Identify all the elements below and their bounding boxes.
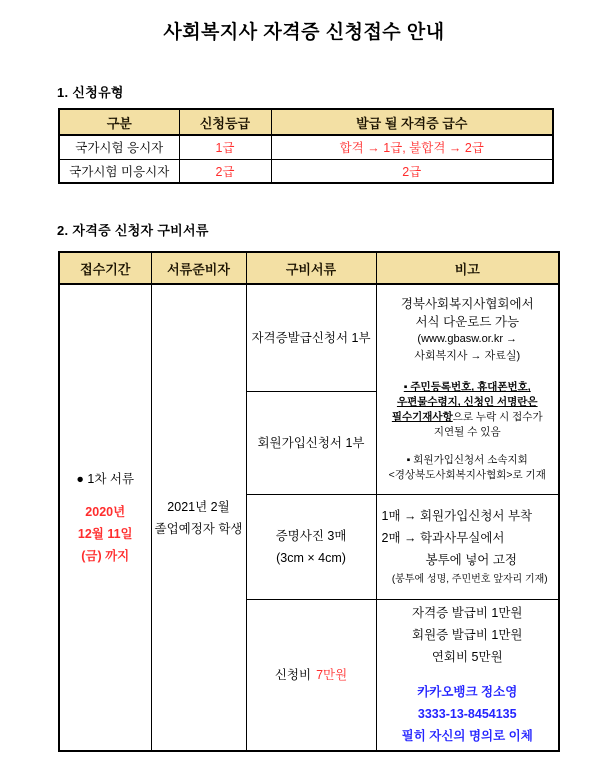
doc-photos — [246, 494, 376, 599]
download-url — [379, 331, 557, 365]
note-line: ▪ 주민등록번호, 휴대폰번호, — [403, 381, 531, 394]
page-title: 사회복지사 자격증 신청접수 안내 — [163, 22, 445, 43]
note-line — [379, 410, 557, 425]
note-line: <경상북도사회복지사협회>로 기재 — [388, 469, 546, 482]
t1-header-issued-grade: 발급 될 자격증 급수 — [271, 109, 553, 135]
doc-certificate-application: 자격증발급신청서 1부 — [246, 284, 376, 391]
note-line: 우편물수령지, 신청인 서명란은 — [396, 396, 538, 409]
download-line: 서식 다운로드 가능 — [415, 315, 520, 330]
bank-notice-line: 필히 자신의 명의로 이체 — [401, 729, 533, 744]
required-fields-note — [379, 380, 557, 440]
photo-size-line: (3cm × 4cm) — [276, 550, 346, 565]
section1-heading: 1. 신청유형 — [57, 85, 124, 100]
doc-application-fee — [246, 599, 376, 751]
remark-download-cell — [376, 284, 559, 494]
download-info — [379, 295, 557, 331]
photo-count-line: 증명사진 3매 — [275, 528, 347, 543]
table-header-row — [59, 109, 553, 135]
required-documents-table — [58, 251, 560, 752]
t1-header-category: 구분 — [59, 109, 179, 135]
doc-membership-application: 회원가입신청서 1부 — [246, 391, 376, 494]
note-line: ▪ 회원가입신청서 소속지회 — [406, 454, 528, 467]
t2-header-preparer: 서류준비자 — [151, 252, 246, 284]
download-line: 경북사회복지사협회에서 — [400, 297, 534, 312]
note-rest-part: 으로 누락 시 접수가 — [452, 411, 543, 424]
t1-header-grade: 신청등급 — [179, 109, 271, 135]
deadline-line: (금) 까지 — [81, 548, 130, 563]
t2-header-period: 접수기간 — [59, 252, 151, 284]
fee-detail-line: 연회비 5만원 — [431, 650, 503, 665]
table-header-row — [59, 252, 559, 284]
t2-header-remarks: 비고 — [376, 252, 559, 284]
preparer-line: 2021년 2월 — [167, 499, 230, 514]
remark-fee-cell — [376, 599, 559, 751]
bank-transfer-info — [377, 681, 559, 747]
reception-period-cell — [59, 284, 151, 751]
fee-detail-line: 회원증 발급비 1만원 — [412, 628, 523, 643]
deadline-text — [60, 501, 151, 567]
t2-header-documents: 구비서류 — [246, 252, 376, 284]
table-row — [59, 159, 553, 183]
fee-label: 신청비 — [274, 667, 312, 682]
document-preparer-cell — [151, 284, 246, 751]
table-row — [59, 135, 553, 159]
first-round-docs-label: ● 1차 서류 — [76, 471, 135, 486]
note-line: 지연될 수 있음 — [433, 426, 501, 439]
fee-detail-line: 자격증 발급비 1만원 — [412, 606, 523, 621]
photo-remark-small-note: (봉투에 성명, 주민번호 앞자리 기재) — [391, 574, 548, 585]
bank-account-line: 3333-13-8454135 — [417, 707, 517, 722]
branch-note — [379, 453, 557, 483]
table-row — [59, 284, 559, 391]
bank-name-line: 카카오뱅크 정소영 — [417, 685, 518, 700]
t1-row2-issued: 2급 — [271, 159, 553, 183]
preparer-line: 졸업예정자 학생 — [154, 521, 243, 536]
url-line: (www.gbasw.or.kr → — [417, 333, 518, 346]
t1-row2-category: 국가시험 미응시자 — [59, 159, 179, 183]
t1-row2-grade: 2급 — [179, 159, 271, 183]
fee-amount: 7만원 — [316, 667, 348, 682]
url-line: 사회복지사 → 자료실) — [414, 350, 521, 363]
photo-remark-line: 봉투에 넣어 고정 — [425, 553, 517, 567]
t1-row1-grade: 1급 — [179, 135, 271, 159]
application-type-table — [58, 108, 554, 184]
remark-photo-cell — [376, 494, 559, 599]
note-underlined-part: 필수기재사항 — [391, 411, 453, 424]
t1-row1-category: 국가시험 응시자 — [59, 135, 179, 159]
deadline-line: 12월 11일 — [77, 526, 133, 541]
photo-remark-line: 1매 → 회원가입신청서 부착 — [381, 509, 533, 523]
deadline-line: 2020년 — [85, 504, 126, 519]
section2-heading: 2. 자격증 신청자 구비서류 — [57, 223, 209, 238]
photo-remark-line: 2매 → 학과사무실에서 — [381, 531, 505, 545]
t1-row1-issued: 합격 → 1급, 불합격 → 2급 — [271, 135, 553, 159]
